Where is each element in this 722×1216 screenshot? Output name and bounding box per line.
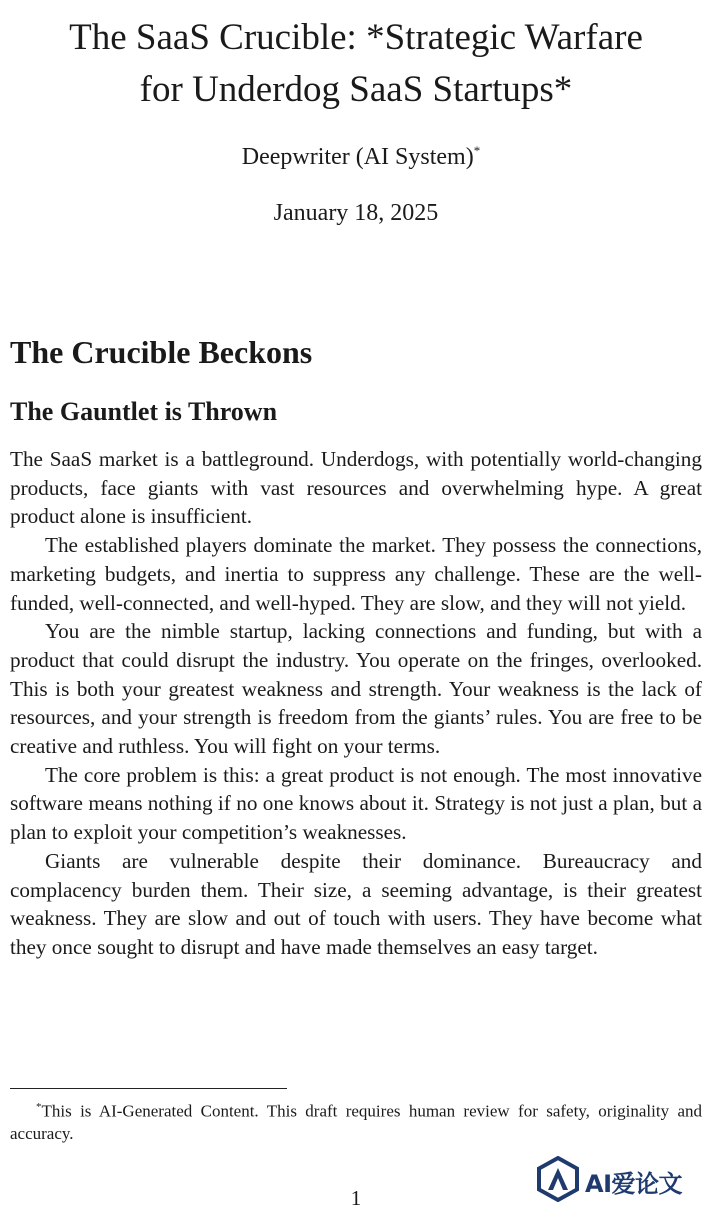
footnote-rule xyxy=(10,1088,287,1089)
document-title xyxy=(0,12,712,116)
body-text xyxy=(10,445,702,962)
paragraph-4: The core problem is this: a great product is not enough. The most innovative software means nothing if no one knows about it. Strategy is not just a plan, but a plan to exploit your competition’s weaknesses. xyxy=(10,762,702,845)
paragraph-1: The SaaS market is a battleground. Underdogs, with potentially world-changing products, face giants with vast resources and overwhelming hype. A great product alone is insufficient. xyxy=(10,447,702,529)
paragraph-2: The established players dominate the market. They possess the connections, marketing budgets, and inertia to suppress any challenge. These are the well-funded, well-connected, and well-hyped. They are slow, and they will not yield. xyxy=(10,533,702,615)
watermark-text: AI爱论文 xyxy=(585,1169,683,1198)
footnote xyxy=(10,1096,702,1145)
footnote-mark: * xyxy=(36,1101,42,1113)
title-line-1: The SaaS Crucible: *Strategic Warfare xyxy=(69,17,643,58)
author-footnote-mark: * xyxy=(473,143,481,158)
section-title: The Crucible Beckons xyxy=(10,334,313,370)
document-date: January 18, 2025 xyxy=(273,200,439,226)
page-number: 1 xyxy=(350,1186,362,1210)
title-line-2: for Underdog SaaS Startups* xyxy=(139,69,573,110)
ai-logo-icon xyxy=(535,1156,581,1206)
paragraph-3: You are the nimble startup, lacking connections and funding, but with a product that could disrupt the industry. You operate on the fringes, overlooked. This is both your greatest weakness and strength. Your weakness is the lack of resources, and your strength is freedom from the giants’ rules. You are free to be creative and ruthless. You will fight on your terms. xyxy=(10,619,702,759)
paragraph-5: Giants are vulnerable despite their dominance. Bureaucracy and complacency burden them. Their size, a seeming advantage, is their greatest weakness. They are slow and out of touch with users. They have become what they once sought to disrupt and have made themselves an easy target. xyxy=(10,848,702,959)
subsection-title: The Gauntlet is Thrown xyxy=(10,397,278,426)
author-line xyxy=(0,143,722,171)
author-name: Deepwriter (AI System) xyxy=(241,144,474,170)
watermark xyxy=(535,1156,715,1206)
footnote-text: This is AI-Generated Content. This draft requires human review for safety, originality and accuracy. xyxy=(10,1101,702,1143)
